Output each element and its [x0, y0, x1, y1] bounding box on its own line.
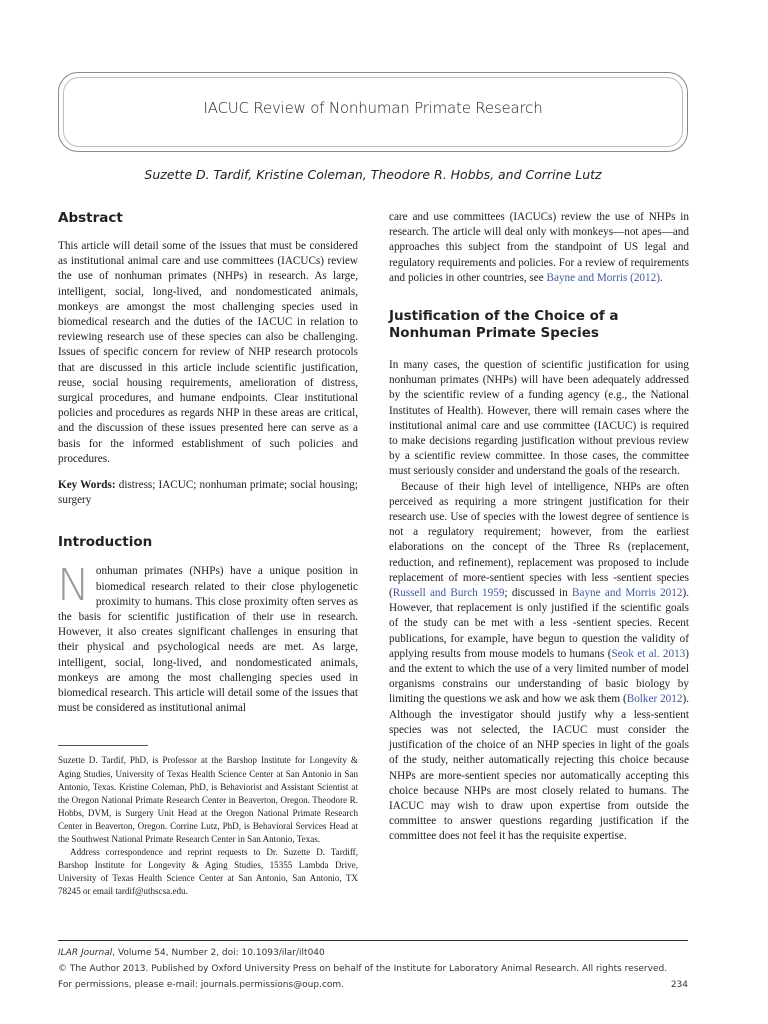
footer-copyright: © The Author 2013. Published by Oxford University Press on behalf of the Institute for Laboratory Animal Research. All rights reserved. [58, 964, 668, 974]
abstract-text: This article will detail some of the issues that must be considered as institutional animal care and use committees (IACUCs) review the use of nonhuman primates (NHPs) in research. As large, intelligent, social, long-lived, and nondomesticated animals, monkeys are amongst the most challenging species used in biomedical research and the duties of the IACUC in relation to reviewing research use of these species can also be challenging. Issues of specific concern for review of NHP research protocols that are discussed in this article include scientific justification, reuse, social housing requirements, amelioration of distress, surgical procedures, and humane endpoints. Clear institutional policies and procedures as regards NHP in these areas are critical, and the discussion of these issues presented here can serve as a basis for the informed establishment of such policies and procedures. [58, 240, 358, 465]
intro-continuation [389, 210, 689, 286]
citation-seok[interactable]: Seok et al. 2013 [611, 647, 686, 660]
drop-cap: N [57, 560, 90, 612]
right-column [389, 210, 689, 845]
footer-permissions: For permissions, please e-mail: journals.permissions@oup.com. [58, 980, 345, 990]
citation-bayne-morris-2[interactable]: Bayne and Morris 2012 [572, 587, 683, 600]
para2-text-e: ). Although the investigator should justify why a less-sentient species was not selected, the IACUC must consider the justification of the choice of an NHP species in light of the goals of the study, neither automatically rejecting this choice because NHPs are more-sentient species nor automatically accepting this choice because NHPs are most closely related to humans. The IACUC may wish to draw upon expertise from outside the committee to answer questions regarding justification if the committee does not feel it has the requisite expertise. [389, 693, 689, 843]
footnote-affiliations: Suzette D. Tardif, PhD, is Professor at the Barshop Institute for Longevity & Aging Studies, University of Texas Health Science Center at San Antonio in San Antonio, Texas. Kristine Coleman, PhD, is Behaviorist and Assistant Scientist at the Oregon National Primate Research Center in Beaverton, Oregon. Theodore R. Hobbs, DVM, is Surgery Unit Head at the Oregon National Primate Research Center in Beaverton, Oregon. Corrine Lutz, PhD, is Behavioral Services Head at the Southwest National Primate Research Center in San Antonio, Texas. [58, 755, 358, 845]
intro-continuation-end: . [659, 271, 663, 284]
citation-russell-burch[interactable]: Russell and Burch 1959 [392, 587, 505, 600]
abstract-heading: Abstract [58, 210, 123, 226]
article-title: IACUC Review of Nonhuman Primate Research [203, 99, 543, 117]
justification-paragraph-1: In many cases, the question of scientific justification for using nonhuman primates (NHPs) will have been adequately addressed by the scientific review of a funding agency (e.g., the National Institutes of Health). However, there will remain cases where the institutional animal care and use committee (IACUC) is required to make decisions regarding justification without previous review by a scientific review committee. In those cases, the committee must seriously consider and understand the goals of the research. [389, 359, 689, 478]
citation-bolker[interactable]: Bolker 2012 [626, 693, 683, 706]
intro-continuation-text: care and use committees (IACUCs) review the use of NHPs in research. The article will deal only with monkeys—not apes—and approaches this subject from the standpoint of US legal and regulatory requirements and policies. For a review of requirements and policies in other countries, see [389, 211, 689, 284]
title-box [58, 72, 688, 152]
keywords [58, 478, 358, 508]
introduction-heading: Introduction [58, 534, 153, 551]
introduction-body: onhuman primates (NHPs) have a unique position in biomedical research related to their close phylogenetic proximity to humans. This close proximity often serves as the basis for scientific justification of their use in research. However, it also creates significant challenges in ensuring that their physical and psychological needs are met. As large, intelligent, social, long-lived, and nondomesticated animals, monkeys are among the most challenging species used in biomedical research. This article will detail some of the issues that must be considered as institutional animal [58, 565, 358, 715]
footnote [58, 745, 358, 898]
citation-bayne-morris[interactable]: Bayne and Morris (2012) [546, 271, 660, 284]
journal-name: ILAR Journal [58, 948, 113, 958]
footer-permissions-row [58, 980, 688, 990]
justification-paragraph-2 [389, 480, 689, 845]
para2-text-c: ). However, that replacement is only justified if the scientific goals of the study can be met with a less -sentient species. Recent publications, for example, have begun to question the validity of applying results from mouse models to humans ( [389, 587, 689, 660]
justification-heading: Justification of the Choice of a Nonhuman Primate Species [389, 308, 619, 342]
footnote-correspondence: Address correspondence and reprint requests to Dr. Suzette D. Tardiff, Barshop Institute for Longevity & Aging Studies, 15355 Lambda Drive, University of Texas Health Science Center at San Antonio, San Antonio, TX 78245 or email tardif@uthscsa.edu. [58, 847, 358, 897]
footnote-rule [58, 745, 148, 746]
authors: Suzette D. Tardif, Kristine Coleman, Theodore R. Hobbs, and Corrine Lutz [144, 167, 602, 182]
para2-text-a: Because of their high level of intelligence, NHPs are often perceived as requiring a more stringent justification for their research use. Use of species with the lowest degree of sentience is not a regulatory requirement; however, from the earliest elaborations on the concept of the Three Rs (replacement, reduction, and refinement), replacement was proposed to include replacement of more-sentient species with less -sentient species ( [389, 480, 689, 600]
introduction-text [57, 560, 358, 716]
keywords-label: Key Words: [58, 479, 116, 492]
para2-text-d: ) and the extent to which the use of a very limited number of model organisms constrains our understanding of basic biology by limiting the questions we ask and how we ask them ( [389, 647, 689, 706]
footer-rule [58, 940, 688, 941]
page-number: 234 [670, 980, 688, 990]
journal-citation: , Volume 54, Number 2, doi: 10.1093/ilar/ilt040 [112, 948, 325, 958]
left-column [58, 210, 358, 899]
footer-citation [58, 948, 688, 958]
para2-text-b: ; discussed in [504, 587, 573, 600]
keywords-text: distress; IACUC; nonhuman primate; social housing; surgery [58, 479, 358, 507]
